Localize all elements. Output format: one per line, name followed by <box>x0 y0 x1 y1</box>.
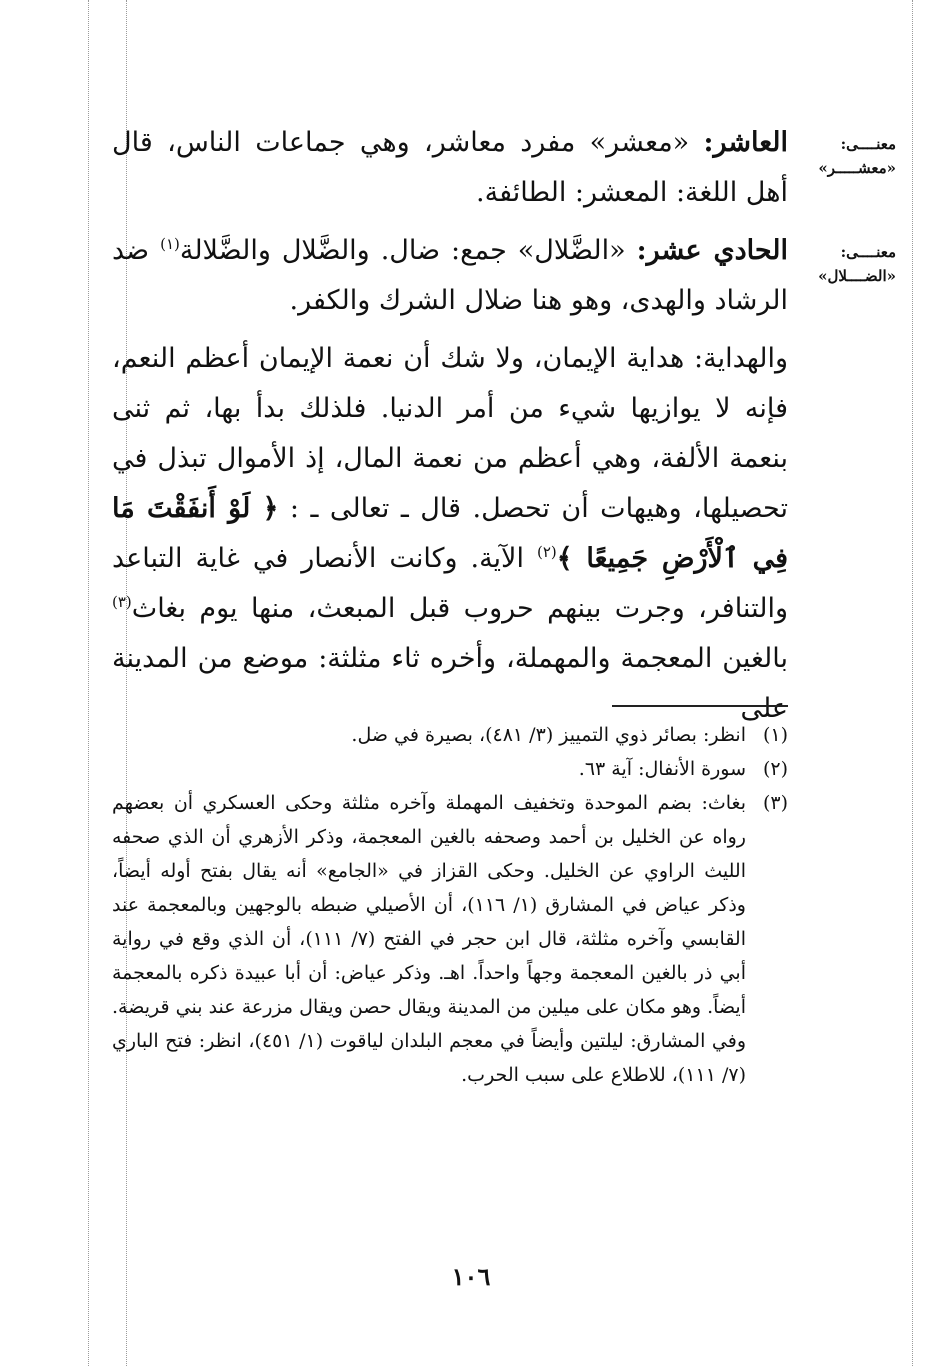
footnote-item <box>112 786 788 1092</box>
scan-edge-dots-left <box>88 0 89 1366</box>
footnote-divider <box>612 705 788 707</box>
margin-note-mashar <box>800 132 896 180</box>
paragraph-text: بالغين المعجمة والمهملة، وأخره ثاء مثلثة: موضع من المدينة على <box>112 643 788 724</box>
quran-verse: ﴿ لَوْ أَنفَقْتَ مَا فِي ٱلْأَرْضِ جَمِيعًا ﴾ <box>112 493 788 574</box>
margin-note-line: «معشـــــر» <box>818 159 896 177</box>
page-number: ١٠٦ <box>451 1262 491 1291</box>
footnote-number: (٢) <box>762 758 788 780</box>
margin-note-line: معنــــى: <box>840 243 896 261</box>
footnote-number: (٣) <box>762 792 788 814</box>
paragraph-lead: الحادي عشر: <box>636 235 788 266</box>
paragraph-text: «معشر» مفرد معاشر، وهي جماعات الناس، قال أهل اللغة: المعشر: الطائفة. <box>112 127 788 208</box>
scan-edge-dots-right <box>912 0 913 1366</box>
paragraph-guidance <box>112 334 788 734</box>
footnotes-list <box>112 718 788 1092</box>
paragraph-lead: العاشر: <box>703 127 788 158</box>
footnote-reference[interactable]: (٣) <box>112 593 132 611</box>
footnote-text: سورة الأنفال: آية ٦٣. <box>578 758 746 780</box>
paragraph-text: الآية. وكانت الأنصار في غاية التباعد والتنافر، وجرت بينهم حروب قبل المبعث، منها يوم بغاث <box>112 543 788 624</box>
footnote-item <box>112 752 788 786</box>
margin-note-line: «الضــــلال» <box>818 267 896 285</box>
paragraph-text: ضد الرشاد والهدى، وهو هنا ضلال الشرك والكفر. <box>112 235 788 316</box>
paragraph-tenth <box>112 118 788 218</box>
paragraph-text: «الضَّلال» جمع: ضال. والضَّلال والضَّلالة <box>179 235 637 266</box>
footnote-item <box>112 718 788 752</box>
margin-note-line: معنــــى: <box>840 135 896 153</box>
margin-note-dalal <box>800 240 896 288</box>
paragraph-text: والهداية: هداية الإيمان، ولا شك أن نعمة الإيمان أعظم النعم، فإنه لا يوازيها شيء من أمر الدنيا. فلذلك بدأ بها، ثم ثنى بنعمة الألفة، وهي أعظم من نعمة المال، إذ الأموال تبذل في تحصيلها، وهيهات أن تحصل. قال ـ تعالى ـ : <box>112 343 789 524</box>
footnote-number: (١) <box>762 724 788 746</box>
paragraph-eleventh <box>112 226 788 326</box>
footnote-reference[interactable]: (٢) <box>536 543 557 561</box>
footnote-text: بغاث: بضم الموحدة وتخفيف المهملة وآخره مثلثة وحكى العسكري أن بعضهم رواه عن الخليل بن أحمد وصحفه بالغين المعجمة، وذكر الأزهري أن الذي صحفه الليث الراوي عن الخليل. وحكى القزاز في «الجامع» أنه يقال بفتح أوله أيضاً، وذكر عياض في المشارق (١/ ١١٦)، أن الأصيلي ضبطه بالوجهين وبالمعجمة عند القابسي وآخره مثلثة، قال ابن حجر في الفتح (٧/ ١١١)، أن الذي وقع في رواية أبي ذر بالغين المعجمة وجهاً واحداً. اهـ. وذكر عياض: أن أبا عبيدة ذكره بالمعجمة أيضاً. وهو مكان على ميلين من المدينة ويقال حصن ويقال مزرعة عند بني قريضة. وفي المشارق: ليلتين وأيضاً في معجم البلدان لياقوت (١/ ٤٥١)، انظر: فتح الباري (٧/ ١١١)، للاطلاع على سبب الحرب. <box>112 792 747 1086</box>
footnote-reference[interactable]: (١) <box>160 235 180 253</box>
footnote-text: انظر: بصائر ذوي التمييز (٣/ ٤٨١)، بصيرة في ضل. <box>351 724 746 746</box>
